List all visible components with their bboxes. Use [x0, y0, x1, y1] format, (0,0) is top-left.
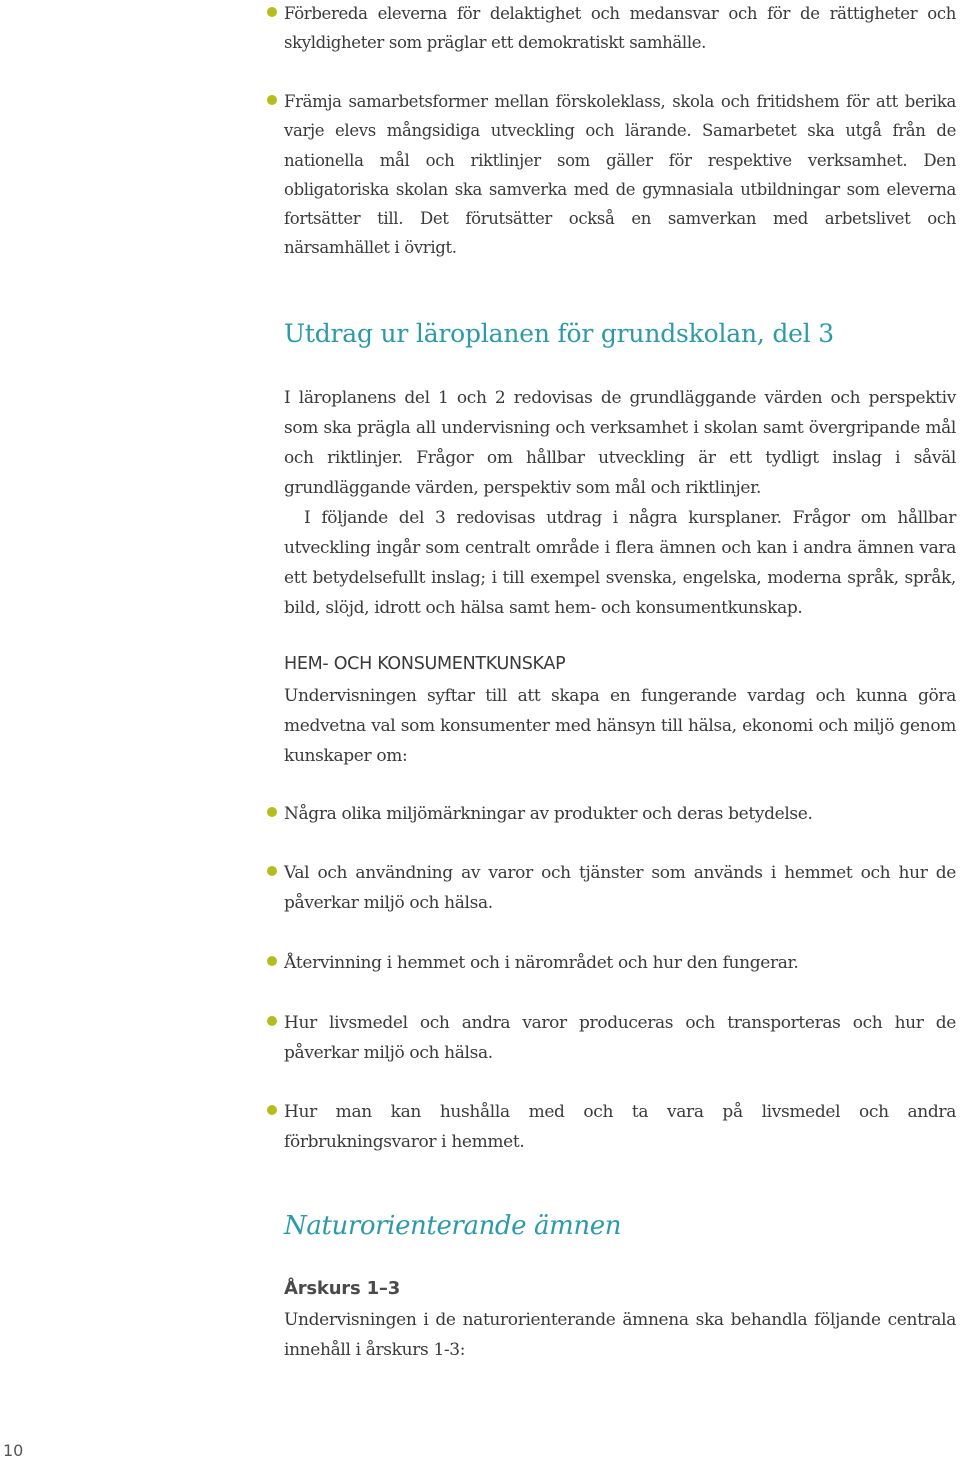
subject-heading: HEM- OCH KONSUMENTKUNSKAP [284, 654, 566, 674]
bullet-text: Hur livsmedel och andra varor produceras och transporteras och hur de påverkar miljö och hälsa. [284, 1013, 956, 1063]
bullet-dot-icon [267, 956, 277, 966]
subject-intro [284, 681, 956, 771]
paragraph: I läroplanens del 1 och 2 redovisas de grundläggande värden och perspektiv som ska prägla all undervisning och verksamhet i skolan samt övergripande mål och riktlinjer. Frågor om hållbar utveckling är ett tydligt inslag i såväl grundläggande värden, perspektiv som mål och riktlinjer. [284, 388, 956, 498]
list-item [284, 0, 956, 58]
bullet-dot-icon [267, 807, 277, 817]
section-heading: Naturorienterande ämnen [284, 1211, 622, 1241]
list-item [284, 1097, 956, 1157]
bullet-text: Några olika miljömärkningar av produkter och deras betydelse. [284, 804, 813, 824]
section-heading: Utdrag ur läroplanen för grundskolan, del 3 [284, 319, 835, 348]
bullet-text: Återvinning i hemmet och i närområdet och hur den fungerar. [284, 953, 799, 973]
section-body [284, 1305, 956, 1365]
bullet-dot-icon [267, 95, 277, 105]
bullet-dot-icon [267, 1016, 277, 1026]
paragraph: Undervisningen syftar till att skapa en fungerande vardag och kunna göra medvetna val som konsumenter med hänsyn till hälsa, ekonomi och miljö genom kunskaper om: [284, 686, 956, 766]
bullet-text: Främja samarbetsformer mellan förskoleklass, skola och fritidshem för att berika varje elevs mångsidiga utveckling och lärande. Samarbetet ska utgå från de nationella mål och riktlinjer som gäller för respektive verksamhet. Den obligatoriska skolan ska samverka med de gymnasiala utbildningar som eleverna fortsätter till. Det förutsätter också en samverkan med arbetslivet och närsamhället i övrigt. [284, 92, 956, 258]
list-item [284, 948, 956, 978]
bullet-text: Val och användning av varor och tjänster som används i hemmet och hur de påverkar miljö och hälsa. [284, 863, 956, 913]
bullet-dot-icon [267, 1105, 277, 1115]
list-item [284, 799, 956, 829]
list-item [284, 858, 956, 918]
paragraph: I följande del 3 redovisas utdrag i några kursplaner. Frågor om hållbar utveckling ingår som centralt område i flera ämnen och kan i andra ämnen vara ett betydelsefullt inslag; i till exempel svenska, engelska, moderna språk, språk, bild, slöjd, idrott och hälsa samt hem- och konsumentkunskap. [284, 508, 956, 618]
section-body [284, 383, 956, 623]
paragraph: Undervisningen i de naturorienterande ämnena ska behandla följande centrala innehåll i årskurs 1-3: [284, 1310, 956, 1360]
bullet-dot-icon [267, 7, 277, 17]
bullet-text: Förbereda eleverna för delaktighet och medansvar och för de rättigheter och skyldigheter som präglar ett demokratiskt samhälle. [284, 4, 956, 53]
grade-subheading: Årskurs 1–3 [284, 1278, 401, 1299]
list-item [284, 87, 956, 263]
page-number: 10 [3, 1441, 24, 1460]
bullet-dot-icon [267, 866, 277, 876]
bullet-text: Hur man kan hushålla med och ta vara på livsmedel och andra förbrukningsvaror i hemmet. [284, 1102, 956, 1152]
list-item [284, 1008, 956, 1068]
